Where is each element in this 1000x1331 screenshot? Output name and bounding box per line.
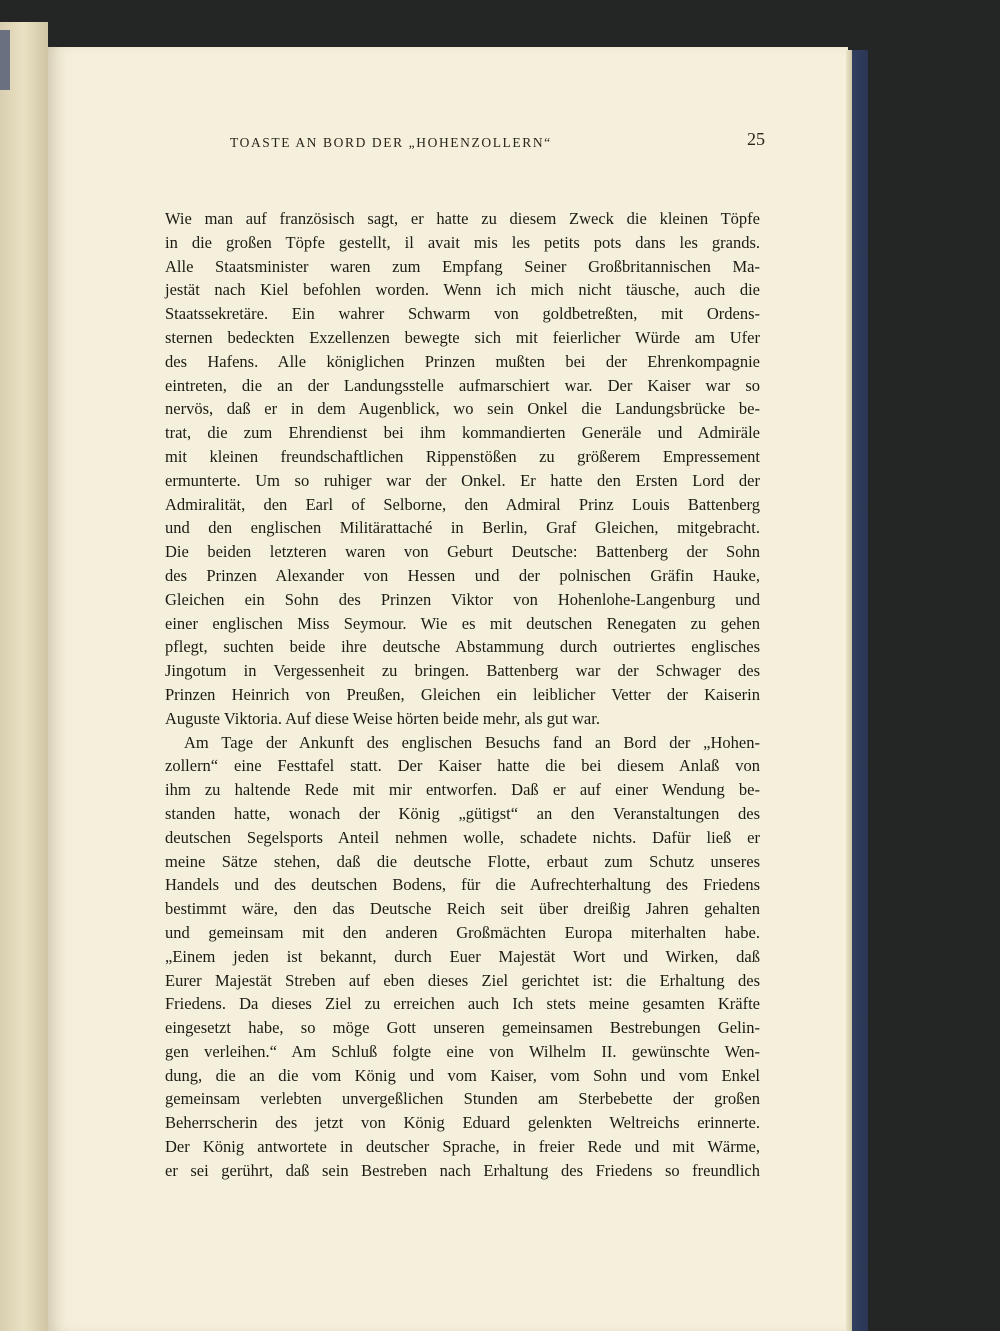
text-line: gen verleihen.“ Am Schluß folgte eine von Wilhelm II. gewünschte Wen- xyxy=(165,1041,760,1061)
text-line: nervös, daß er in dem Augenblick, wo sein Onkel die Landungsbrücke be- xyxy=(165,399,760,419)
text-line: Jingotum in Vergessenheit zu bringen. Battenberg war der Schwager des xyxy=(165,661,760,681)
text-line: trat, die zum Ehrendienst bei ihm kommandierten Generäle und Admiräle xyxy=(165,423,760,443)
text-line: einer englischen Miss Seymour. Wie es mit deutschen Renegaten zu gehen xyxy=(165,613,760,633)
text-line: Friedens. Da dieses Ziel zu erreichen auch Ich stets meine gesamten Kräfte xyxy=(165,994,760,1014)
text-line: Die beiden letzteren waren von Geburt Deutsche: Battenberg der Sohn xyxy=(165,542,760,562)
text-line: zollern“ eine Festtafel statt. Der Kaiser hatte die bei diesem Anlaß von xyxy=(165,756,760,776)
text-line: meine Sätze stehen, daß die deutsche Flotte, erbaut zum Schutz unseres xyxy=(165,851,760,871)
text-line: und den englischen Militärattaché in Berlin, Graf Gleichen, mitgebracht. xyxy=(165,518,760,538)
text-line: mit kleinen freundschaftlichen Rippenstößen zu größerem Empressement xyxy=(165,446,760,466)
text-line: Wie man auf französisch sagt, er hatte zu diesem Zweck die kleinen Töpfe xyxy=(165,209,760,228)
text-line: Beherrscherin des jetzt von König Eduard gelenkten Weltreichs erinnerte. xyxy=(165,1113,760,1133)
text-line: des Prinzen Alexander von Hessen und der polnischen Gräfin Hauke, xyxy=(165,565,760,585)
text-line: des Hafens. Alle königlichen Prinzen mußten bei der Ehrenkompagnie xyxy=(165,351,760,371)
text-line: sternen bedeckten Exzellenzen bewegte sich mit feierlicher Würde am Ufer xyxy=(165,327,760,347)
text-line: Handels und des deutschen Bodens, für die Aufrechterhaltung des Friedens xyxy=(165,875,760,895)
page-number: 25 xyxy=(747,129,765,149)
page-header xyxy=(230,127,765,157)
text-line: er sei gerührt, daß sein Bestreben nach Erhaltung des Friedens so freundlich xyxy=(165,1160,760,1180)
text-line: und gemeinsam mit den anderen Großmächten Europa miterhalten habe. xyxy=(165,922,760,942)
page-fore-edge xyxy=(846,50,852,1331)
text-line: ermunterte. Um so ruhiger war der Onkel. Er hatte den Ersten Lord der xyxy=(165,470,760,490)
text-line: Gleichen ein Sohn des Prinzen Viktor von Hohenlohe-Langenburg und xyxy=(165,589,760,609)
text-line: Prinzen Heinrich von Preußen, Gleichen ein leiblicher Vetter der Kaiserin xyxy=(165,684,760,704)
text-line: standen hatte, wonach der König „gütigst“ an den Veranstaltungen des xyxy=(165,803,760,823)
text-line: gemeinsam verlebten unvergeßlichen Stunden am Sterbebette der großen xyxy=(165,1089,760,1109)
text-line: Eurer Majestät Streben auf eben dieses Ziel gerichtet ist: die Erhaltung des xyxy=(165,970,760,990)
text-line: pflegt, suchten beide ihre deutsche Abstammung durch outriertes englisches xyxy=(165,637,760,657)
text-line: eingesetzt habe, so möge Gott unseren gemeinsamen Bestrebungen Gelin- xyxy=(165,1018,760,1038)
text-line: Der König antwortete in deutscher Sprache, in freier Rede und mit Wärme, xyxy=(165,1137,760,1157)
text-line: eintreten, die an der Landungsstelle aufmarschiert war. Der Kaiser war so xyxy=(165,375,760,395)
facing-page-shadow xyxy=(0,30,10,90)
text-line: in die großen Töpfe gestellt, il avait mis les petits pots dans les grands. xyxy=(165,232,760,252)
text-line: deutschen Segelsports Anteil nehmen wolle, schadete nichts. Dafür ließ er xyxy=(165,827,760,847)
text-line: Admiralität, den Earl of Selborne, den Admiral Prinz Louis Battenberg xyxy=(165,494,760,514)
text-line: „Einem jeden ist bekannt, durch Euer Majestät Wort und Wirken, daß xyxy=(165,946,760,966)
text-line: jestät nach Kiel befohlen worden. Wenn ich mich nicht täusche, auch die xyxy=(165,280,760,300)
body-text xyxy=(165,207,760,1183)
text-line: Staatssekretäre. Ein wahrer Schwarm von goldbetreßten, mit Ordens- xyxy=(165,304,760,324)
book-page xyxy=(48,47,848,1331)
text-line: bestimmt wäre, den das Deutsche Reich seit über dreißig Jahren gehalten xyxy=(165,899,760,919)
text-line: Am Tage der Ankunft des englischen Besuchs fand an Bord der „Hohen- xyxy=(184,732,760,752)
text-line: dung, die an die vom König und vom Kaiser, vom Sohn und vom Enkel xyxy=(165,1065,760,1085)
running-title: TOASTE AN BORD DER „HOHENZOLLERN“ xyxy=(230,135,552,150)
facing-page-edge xyxy=(0,22,48,1331)
text-line: Auguste Viktoria. Auf diese Weise hörten beide mehr, als gut war. xyxy=(165,708,600,728)
text-line: Alle Staatsminister waren zum Empfang Seiner Großbritannischen Ma- xyxy=(165,256,760,276)
text-line: ihm zu haltende Rede mit mir entworfen. Daß er auf einer Wendung be- xyxy=(165,780,760,800)
